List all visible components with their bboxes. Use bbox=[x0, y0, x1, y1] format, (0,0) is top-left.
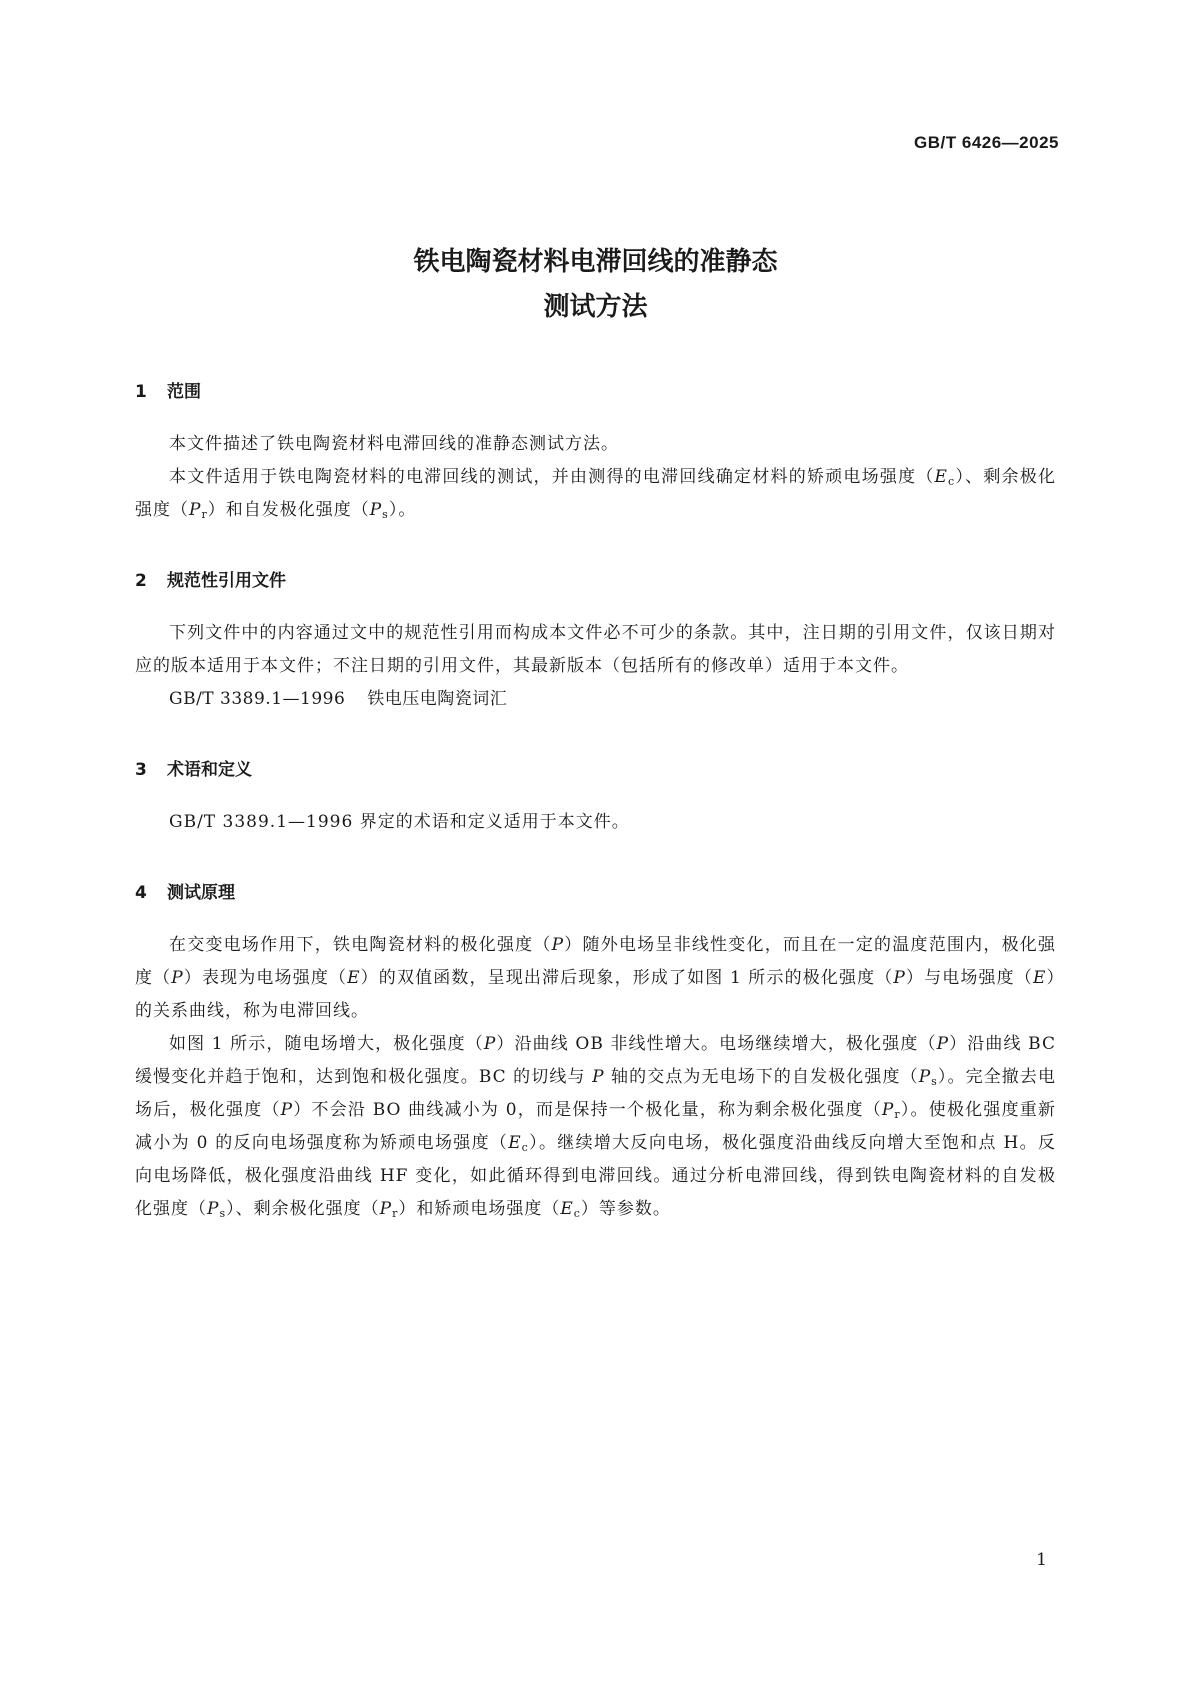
section-1-heading bbox=[135, 378, 1056, 406]
section-number: 1 bbox=[135, 382, 147, 402]
section-2-heading bbox=[135, 567, 1056, 595]
document-body bbox=[135, 378, 1056, 1226]
title-line-2: 测试方法 bbox=[543, 292, 648, 322]
normative-reference bbox=[135, 683, 1056, 716]
section-4-heading bbox=[135, 879, 1056, 907]
section-title: 范围 bbox=[167, 382, 201, 402]
page-number: 1 bbox=[1036, 1550, 1047, 1570]
reference-name: 铁电压电陶瓷词汇 bbox=[367, 689, 508, 709]
section-number: 3 bbox=[135, 760, 147, 780]
reference-code: GB/T 3389.1—1996 bbox=[169, 689, 346, 709]
title-line-1: 铁电陶瓷材料电滞回线的准静态 bbox=[413, 247, 778, 277]
section-number: 2 bbox=[135, 571, 147, 591]
section-title: 测试原理 bbox=[167, 883, 235, 903]
section-1-paragraph-1: 本文件描述了铁电陶瓷材料电滞回线的准静态测试方法。 bbox=[169, 434, 619, 454]
section-3-heading bbox=[135, 756, 1056, 784]
section-1-paragraph-2: 本文件适用于铁电陶瓷材料的电滞回线的测试，并由测得的电滞回线确定材料的矫顽电场强度$(E_c)$、剩余极化强度$(P_r)$和自发极化强度$(P_s)$。 bbox=[135, 467, 1057, 521]
section-title: 规范性引用文件 bbox=[167, 571, 286, 591]
section-title: 术语和定义 bbox=[167, 760, 252, 780]
document-title bbox=[0, 240, 1191, 330]
section-4-paragraph-2: 如图 1 所示，随电场增大，极化强度（P）沿曲线 OB 非线性增大。电场继续增大，极化强度（P）沿曲线 BC 缓慢变化并趋于饱和，达到饱和极化强度。BC 的切线与 P 轴的交点为无电场下的自发极化强度$(P_s)$。完全撤去电场后，极化强度（P）不会沿 BO 曲线减小为 0，而是保持一个极化量，称为剩余极化强度$(P_r)$。使极化强度重新减小为 0 的反向电场强度称为矫顽电场强度$(E_c)$。继续增大反向电场，极化强度沿曲线反向增大至饱和点 H。反向电场降低，极化强度沿曲线 HF 变化，如此循环得到电滞回线。通过分析电滞回线，得到铁电陶瓷材料的自发极化强度$(P_s)$、剩余极化强度$(P_r)$和矫顽电场强度$(E_c)$等参数。 bbox=[135, 1034, 1057, 1220]
standard-code: GB/T 6426—2025 bbox=[914, 133, 1059, 152]
section-4-paragraph-1: 在交变电场作用下，铁电陶瓷材料的极化强度（P）随外电场呈非线性变化，而且在一定的温度范围内，极化强度（P）表现为电场强度（E）的双值函数，呈现出滞后现象，形成了如图 1 所示的极化强度（P）与电场强度（E）的关系曲线，称为电滞回线。 bbox=[135, 935, 1057, 1021]
section-number: 4 bbox=[135, 883, 147, 903]
section-2-paragraph-1: 下列文件中的内容通过文中的规范性引用而构成本文件必不可少的条款。其中，注日期的引用文件，仅该日期对应的版本适用于本文件；不注日期的引用文件，其最新版本（包括所有的修改单）适用于本文件。 bbox=[135, 623, 1056, 676]
section-3-paragraph-1: GB/T 3389.1—1996 界定的术语和定义适用于本文件。 bbox=[169, 812, 630, 832]
